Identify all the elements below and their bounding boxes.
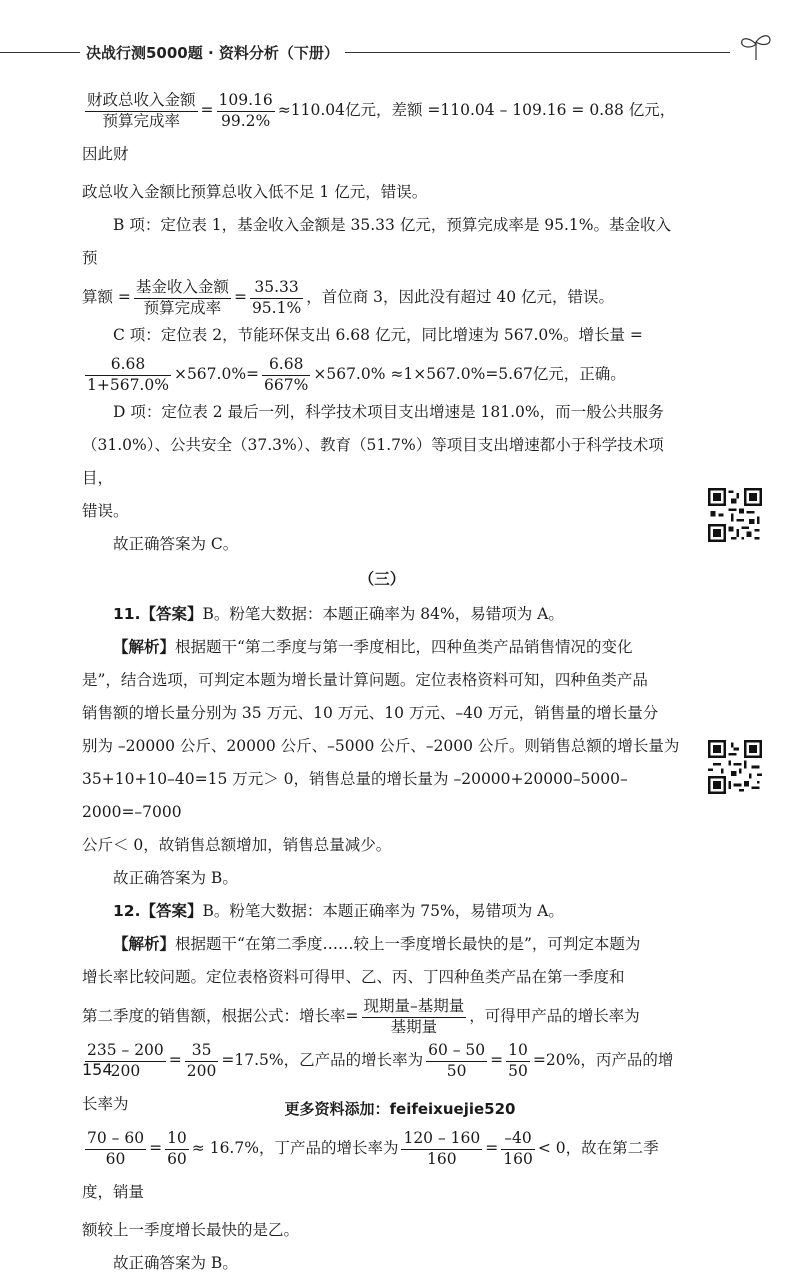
text-line: 错误。	[82, 502, 129, 520]
q12-calc-line-1: $\frac{235 - 200}{200}$ = $\frac{35}{200}$ =17.5%，乙产品的增长率为 $\frac{60 - 50}{50}$ = $\frac{10}{50}$ =20%，丙产品的增长率为	[82, 1040, 674, 1113]
text-line: 公斤＜ 0，故销售总额增加，销售总量减少。	[82, 836, 392, 854]
fraction: $\frac{120 - 160}{160}$	[403, 1128, 481, 1168]
option-b-formula: 算额 = 基金收入金额 预算完成率 = $\frac{35.33}{95.1\%}$ ，首位商 3，因此没有超过 40 亿元，错误。	[82, 277, 615, 317]
paragraph-a-conclusion: 财政总收入金额 预算完成率 = $\frac{109.16}{99.2\%}$ ≈110.04亿元，差额 =110.04 – 109.16 = 0.88 亿元，因此财	[82, 90, 676, 163]
fraction: 财政总收入金额 预算完成率	[87, 90, 196, 130]
page-number: 154	[82, 1060, 113, 1079]
text-line: 销售额的增长量分别为 35 万元、10 万元、10 万元、–40 万元，销售量的增长量分	[82, 704, 659, 722]
option-b-line: B 项：定位表 1，基金收入金额是 35.33 亿元，预算完成率是 95.1%。基金收入预	[82, 216, 672, 267]
text-line: （31.0%）、公共安全（37.3%）、教育（51.7%）等项目支出增速都小于科学技术项目，	[82, 436, 664, 487]
option-c-line: C 项：定位表 2，节能环保支出 6.68 亿元，同比增速为 567.0%。增长量 =	[113, 326, 643, 344]
text-line: 别为 –20000 公斤、20000 公斤、–5000 公斤、–2000 公斤。则销售总额的增长量为	[82, 737, 680, 755]
q11-answer: 11.【答案】B。粉笔大数据：本题正确率为 84%，易错项为 A。	[113, 605, 564, 623]
fraction: $\frac{70 - 60}{60}$	[87, 1128, 145, 1168]
option-c-formula: $\frac{6.68}{1+567.0\%}$ ×567.0%= $\frac{6.68}{667\%}$ ×567.0% ≈1×567.0%=5.67亿元，正确。	[87, 354, 626, 394]
option-d-line: D 项：定位表 2 最后一列，科学技术项目支出增速是 181.0%，而一般公共服务	[113, 403, 664, 421]
fraction: $\frac{-40}{160}$	[503, 1128, 533, 1168]
q11-analysis: 【解析】根据题干“第二季度与第一季度相比，四种鱼类产品销售情况的变化	[113, 638, 633, 656]
qr-code-icon[interactable]	[708, 740, 762, 794]
text-line: 政总收入金额比预算总收入低不足 1 亿元，错误。	[82, 183, 428, 201]
q12-calc-line-2: $\frac{70 - 60}{60}$ = $\frac{10}{60}$ ≈ 16.7%，丁产品的增长率为 $\frac{120 - 160}{160}$ = $\frac{-40}{160}$ < 0，故在第二季度，销量	[82, 1128, 659, 1201]
fraction: $\frac{109.16}{99.2\%}$	[218, 90, 273, 130]
fraction: $\frac{60 - 50}{50}$	[428, 1040, 486, 1080]
fraction: $\frac{35}{200}$	[186, 1040, 217, 1080]
fraction: $\frac{10}{50}$	[508, 1040, 528, 1080]
fraction: $\frac{10}{60}$	[167, 1128, 187, 1168]
answer-line: 故正确答案为 B。	[113, 869, 238, 887]
leaf-icon	[736, 32, 776, 62]
text-line: 额较上一季度增长最快的是乙。	[82, 1221, 300, 1239]
text-line: 增长率比较问题。定位表格资料可得甲、乙、丙、丁四种鱼类产品在第一季度和	[82, 968, 625, 986]
header-title: 决战行测5000题 · 资料分析（下册）	[80, 42, 345, 63]
answer-line: 故正确答案为 C。	[113, 535, 239, 553]
fraction: $\frac{6.68}{667\%}$	[264, 354, 309, 394]
fraction: $\frac{235 - 200}{200}$	[87, 1040, 164, 1080]
fraction: $\frac{35.33}{95.1\%}$	[251, 277, 302, 317]
footer-note: 更多资料添加：feifeixuejie520	[284, 1100, 516, 1118]
qr-code-icon[interactable]	[708, 488, 762, 542]
answer-line: 故正确答案为 B。	[113, 1254, 238, 1272]
q12-analysis: 【解析】根据题干“在第二季度……较上一季度增长最快的是”，可判定本题为	[113, 935, 641, 953]
fraction: 现期量–基期量 基期量	[363, 996, 465, 1036]
section-heading: （三）	[358, 570, 406, 588]
q12-answer: 12.【答案】B。粉笔大数据：本题正确率为 75%，易错项为 A。	[113, 902, 564, 920]
fraction: $\frac{6.68}{1+567.0\%}$	[87, 354, 169, 394]
fraction: 基金收入金额 预算完成率	[135, 277, 229, 317]
running-header	[0, 40, 800, 66]
text-line: 35+10+10–40=15 万元＞ 0，销售总量的增长量为 –20000+20000–5000–2000=–7000	[82, 770, 628, 821]
text-line: 是”，结合选项，可判定本题为增长量计算问题。定位表格资料可知，四种鱼类产品	[82, 671, 648, 689]
q12-formula: 第二季度的销售额，根据公式：增长率= 现期量–基期量 基期量 ，可得甲产品的增长率为	[82, 996, 640, 1036]
